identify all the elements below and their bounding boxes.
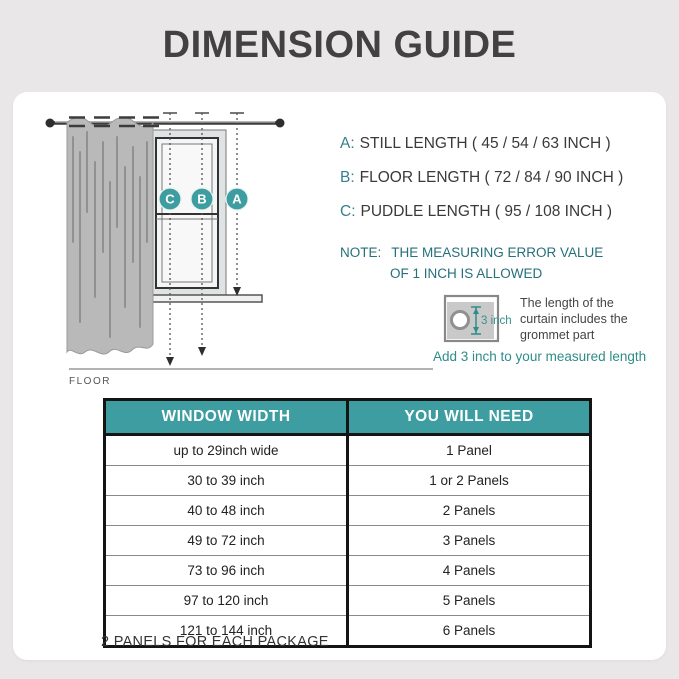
guide-card [13,92,666,660]
grommet-ring [452,312,469,329]
cell-panels: 5 Panels [348,586,591,616]
measure-badges [159,188,248,210]
length-still-text: STILL LENGTH ( 45 / 54 / 63 INCH ) [359,135,611,152]
header-you-will-need: YOU WILL NEED [348,400,591,435]
length-puddle-key: C: [340,203,356,220]
table-row [105,466,591,496]
length-puddle [340,203,612,221]
note-line1-text: THE MEASURING ERROR VALUE [391,245,604,260]
badge-a-label: A [232,191,242,207]
cell-panels: 6 Panels [348,616,591,647]
length-floor [340,169,623,187]
window-sill [150,295,262,302]
panels-table [103,398,592,648]
table-row [105,556,591,586]
package-note: 2 PANELS FOR EACH PACKAGE [101,634,329,650]
cell-panels: 1 Panel [348,435,591,466]
cell-width: 30 to 39 inch [105,466,348,496]
table-row [105,526,591,556]
rod-finial-left [46,119,55,128]
table-row [105,435,591,466]
badge-c-label: C [165,191,175,207]
table-header-row [105,400,591,435]
cell-width: 49 to 72 inch [105,526,348,556]
cell-panels: 1 or 2 Panels [348,466,591,496]
cell-width: 121 to 144 inch [105,616,348,647]
length-puddle-text: PUDDLE LENGTH ( 95 / 108 INCH ) [360,203,613,220]
cell-width: 97 to 120 inch [105,586,348,616]
cell-width: up to 29inch wide [105,435,348,466]
grommet-description: The length of the curtain includes the grommet part [520,296,628,342]
rod-finial-right [276,119,285,128]
cell-width: 73 to 96 inch [105,556,348,586]
page-title: DIMENSION GUIDE [162,24,517,66]
grommet-measure-label: 3 inch [481,315,512,327]
table-row [105,586,591,616]
note-line2: OF 1 INCH IS ALLOWED [390,266,543,281]
grommet-icon [443,294,517,344]
measuring-note [340,242,603,284]
cell-panels: 4 Panels [348,556,591,586]
length-still [340,135,611,153]
floor-label: FLOOR [69,376,111,387]
length-floor-key: B: [340,169,355,186]
cell-panels: 3 Panels [348,526,591,556]
note-line1 [340,242,603,263]
window-illustration [150,130,262,302]
grommet-tip: Add 3 inch to your measured length [433,349,647,364]
header-window-width: WINDOW WIDTH [105,400,348,435]
curtain-panel [67,118,159,355]
table-row [105,496,591,526]
note-label: NOTE: [340,245,382,260]
length-still-key: A: [340,135,355,152]
badge-b-label: B [197,191,207,207]
length-floor-text: FLOOR LENGTH ( 72 / 84 / 90 INCH ) [359,169,624,186]
cell-width: 40 to 48 inch [105,496,348,526]
cell-panels: 2 Panels [348,496,591,526]
